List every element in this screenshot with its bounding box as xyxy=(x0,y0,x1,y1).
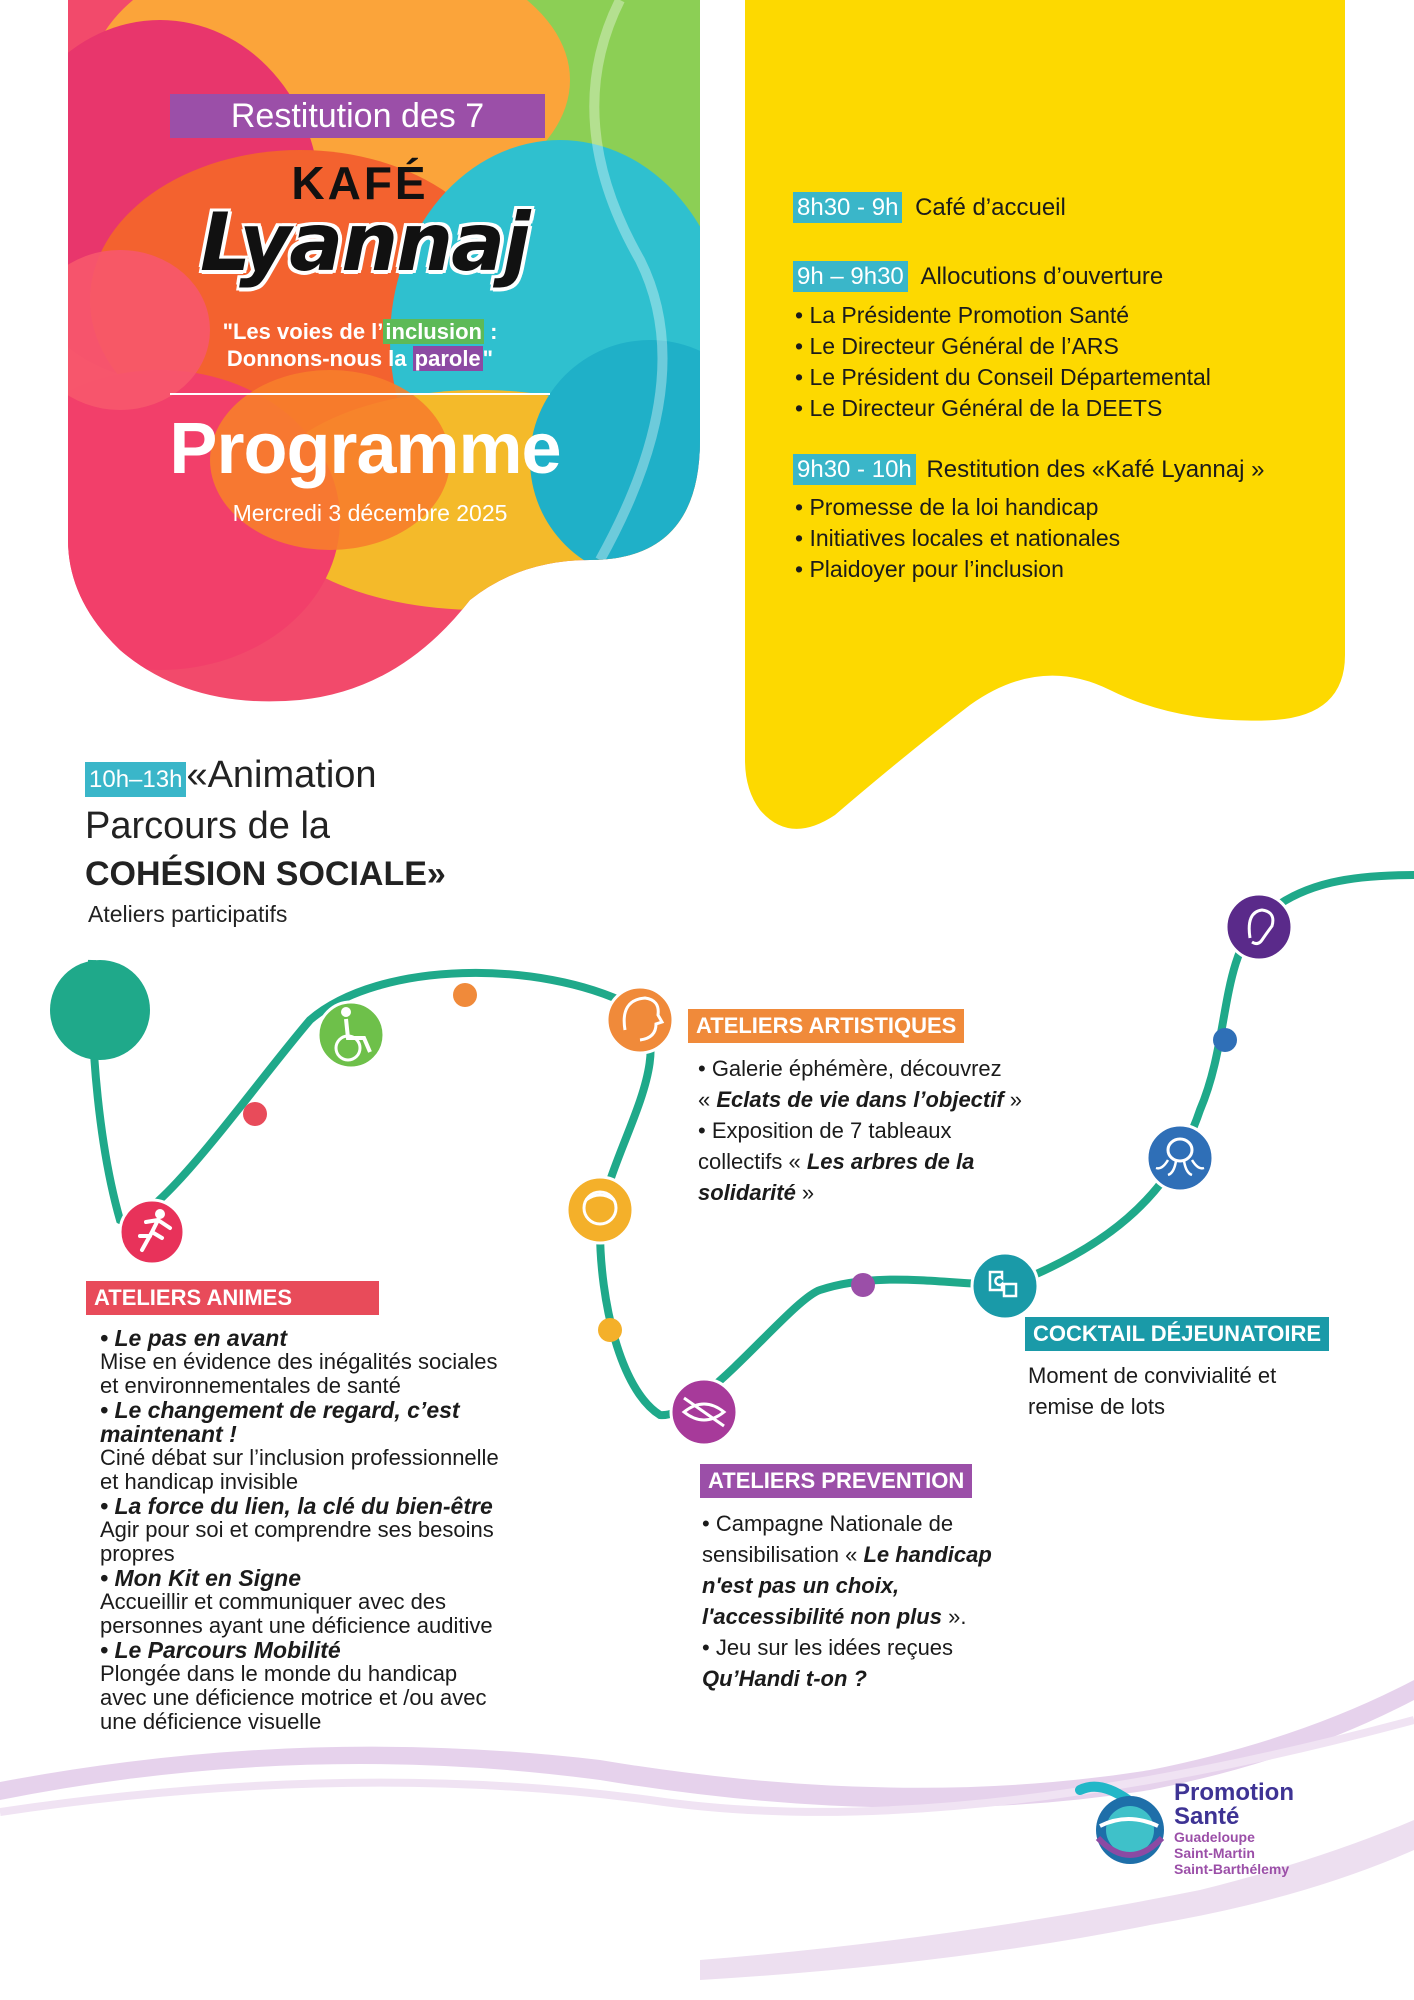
text-line: Moment de convivialité et xyxy=(1028,1363,1277,1388)
slot-3-list xyxy=(795,492,1120,585)
artistiques-label: ATELIERS ARTISTIQUES xyxy=(688,1009,964,1043)
list-item-desc: Mise en évidence des inégalités sociales xyxy=(100,1349,498,1374)
list-item-desc: Plongée dans le monde du handicap xyxy=(100,1661,458,1686)
animation-line-2: Parcours de la xyxy=(85,805,331,847)
tagline-parole: parole xyxy=(414,346,481,371)
wheelchair-icon xyxy=(318,1002,384,1068)
face-profile-icon xyxy=(607,987,673,1053)
divider xyxy=(170,393,550,395)
logo-line: Guadeloupe xyxy=(1174,1829,1255,1845)
list-item-title: • Mon Kit en Signe xyxy=(100,1565,301,1591)
eye-slash-icon xyxy=(671,1379,737,1445)
text-part: sensibilisation « xyxy=(702,1542,864,1567)
path-dot xyxy=(453,983,477,1007)
text-emphasis: Le handicap xyxy=(863,1542,992,1567)
text-emphasis: Eclats de vie dans l’objectif xyxy=(716,1087,1004,1112)
text-line xyxy=(702,1539,1122,1570)
list-item-desc: Agir pour soi et comprendre ses besoins xyxy=(100,1517,494,1542)
tagline-part: "Les voies de l’ xyxy=(222,319,384,344)
event-date: Mercredi 3 décembre 2025 xyxy=(232,500,508,526)
kafe-wordmark: KAFÉ xyxy=(291,157,429,209)
list-item: • Plaidoyer pour l’inclusion xyxy=(795,554,1120,585)
logo-line: Saint-Barthélemy xyxy=(1174,1861,1290,1877)
list-item-desc: une déficience visuelle xyxy=(100,1709,322,1734)
lyannaj-wordmark: Lyannaj xyxy=(200,196,529,289)
slot-title: Allocutions d’ouverture xyxy=(920,263,1164,290)
list-item-title: • Le Parcours Mobilité xyxy=(100,1637,341,1663)
text-line xyxy=(698,1177,1118,1208)
text-emphasis: l'accessibilité non plus xyxy=(702,1604,942,1629)
slot-time: 8h30 - 9h xyxy=(793,192,902,223)
logo-line: Promotion xyxy=(1174,1779,1294,1806)
artistiques-text xyxy=(698,1053,1118,1208)
tagline-part: : xyxy=(483,319,498,344)
list-item: • Le Directeur Général de l’ARS xyxy=(795,331,1211,362)
animation-time: 10h–13h xyxy=(85,762,186,797)
list-item-title: • La force du lien, la clé du bien-être xyxy=(100,1493,493,1519)
puzzle-icon xyxy=(972,1253,1038,1319)
list-item-desc: personnes ayant une déficience auditive xyxy=(100,1613,493,1638)
list-item: • Le Directeur Général de la DEETS xyxy=(795,393,1211,424)
list-item-desc: avec une déficience motrice et /ou avec xyxy=(100,1685,487,1710)
tagline-part: Donnons-nous la xyxy=(226,346,413,371)
promotion-sante-logo xyxy=(1174,1781,1374,1877)
slot-2-list xyxy=(795,300,1211,424)
text-line xyxy=(702,1663,1122,1694)
text-line xyxy=(702,1601,1122,1632)
list-item-desc: propres xyxy=(100,1541,175,1566)
text-emphasis: solidarité xyxy=(698,1180,796,1205)
prevention-text xyxy=(702,1508,1122,1694)
animation-line-1: «Animation xyxy=(186,754,377,796)
list-item-desc: Ciné débat sur l’inclusion professionnelle xyxy=(100,1445,499,1470)
list-item-title: • Le changement de regard, c’est xyxy=(100,1397,460,1423)
list-item-title: maintenant ! xyxy=(100,1421,237,1447)
animes-label: ATELIERS ANIMES xyxy=(86,1281,379,1315)
restitution-banner: Restitution des 7 xyxy=(170,94,545,138)
text-part: « xyxy=(698,1087,717,1112)
face-icon xyxy=(567,1177,633,1243)
running-person-icon xyxy=(120,1200,184,1264)
schedule-slot-1 xyxy=(793,192,1066,223)
list-item: • Initiatives locales et nationales xyxy=(795,523,1120,554)
text-line: remise de lots xyxy=(1028,1394,1165,1419)
text-part: ». xyxy=(941,1604,967,1629)
cocktail-text xyxy=(1028,1360,1368,1422)
list-item: • Le Président du Conseil Départemental xyxy=(795,362,1211,393)
list-item: • Promesse de la loi handicap xyxy=(795,492,1120,523)
prevention-label: ATELIERS PREVENTION xyxy=(700,1464,972,1498)
path-dot xyxy=(598,1318,622,1342)
path-dot xyxy=(243,1102,267,1126)
tagline xyxy=(190,318,530,372)
list-item-title: • Le pas en avant xyxy=(100,1325,288,1351)
slot-time: 9h30 - 10h xyxy=(793,454,916,485)
text-emphasis: n'est pas un choix, xyxy=(702,1573,900,1598)
slot-title: Café d’accueil xyxy=(915,194,1066,221)
page-title: Programme xyxy=(169,409,561,489)
animation-subtitle: Ateliers participatifs xyxy=(88,901,288,927)
list-item-desc: et handicap invisible xyxy=(100,1469,299,1494)
list-item-desc: et environnementales de santé xyxy=(100,1373,401,1398)
path-dot xyxy=(1213,1028,1237,1052)
text-part: » xyxy=(795,1180,815,1205)
octopus-icon xyxy=(1147,1125,1213,1191)
schedule-slot-2 xyxy=(793,261,1163,292)
list-item: • La Présidente Promotion Santé xyxy=(795,300,1211,331)
logo-line: Saint-Martin xyxy=(1174,1845,1255,1861)
text-line xyxy=(698,1084,1118,1115)
schedule-slot-3 xyxy=(793,454,1264,485)
text-line: • Galerie éphémère, découvrez xyxy=(698,1056,1002,1081)
animation-line-3: COHÉSION SOCIALE» xyxy=(85,855,446,893)
tagline-inclusion: inclusion xyxy=(385,319,482,344)
animes-list xyxy=(100,1326,600,1734)
list-item-desc: Accueillir et communiquer avec des xyxy=(100,1589,447,1614)
cocktail-label: COCKTAIL DÉJEUNATOIRE xyxy=(1025,1317,1329,1351)
animation-title xyxy=(85,752,545,898)
text-emphasis: Qu’Handi t-on ? xyxy=(702,1666,867,1691)
path-dot xyxy=(851,1273,875,1297)
slot-time: 9h – 9h30 xyxy=(793,261,908,292)
promotion-sante-logo-mark xyxy=(1080,1787,1164,1864)
text-part: » xyxy=(1003,1087,1023,1112)
text-line: • Campagne Nationale de xyxy=(702,1511,954,1536)
text-emphasis: Les arbres de la xyxy=(806,1149,975,1174)
logo-line: Santé xyxy=(1174,1803,1240,1830)
text-line: • Jeu sur les idées reçues xyxy=(702,1635,954,1660)
text-line xyxy=(698,1146,1118,1177)
text-line: • Exposition de 7 tableaux xyxy=(698,1118,952,1143)
text-line xyxy=(702,1570,1122,1601)
tagline-part: " xyxy=(482,346,494,371)
start-circle xyxy=(50,960,150,1060)
slot-title: Restitution des «Kafé Lyannaj » xyxy=(926,456,1265,483)
ear-icon xyxy=(1226,894,1292,960)
text-part: collectifs « xyxy=(698,1149,807,1174)
